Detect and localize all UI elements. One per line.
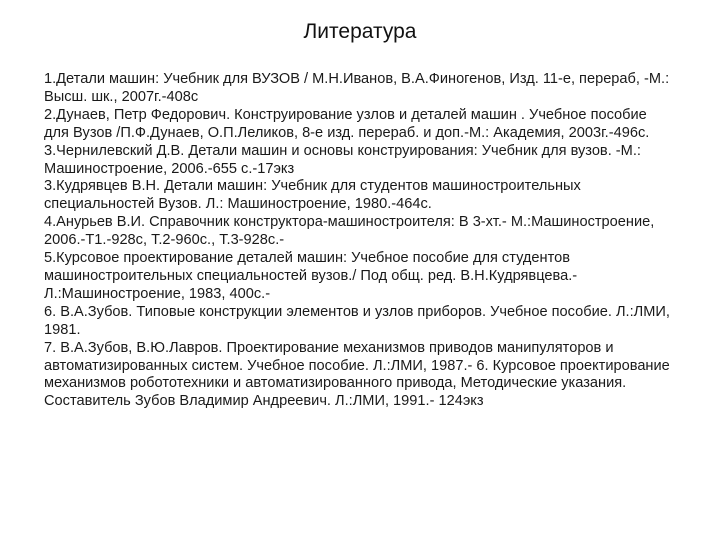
reference-item-8: 7. В.А.Зубов, В.Ю.Лавров. Проектирование механизмов приводов манипуляторов и автоматизированных систем. Учебное пособие. Л.:ЛМИ, 1987.- 6. Курсовое проектирование механизмов робототехники и автоматизированного привода, Методические указания. Составитель Зубов Владимир Андреевич. Л.:ЛМИ, 1991.- 124экз	[44, 339, 670, 410]
reference-item-7: 6. В.А.Зубов. Типовые конструкции элементов и узлов приборов. Учебное пособие. Л.:ЛМИ, 1981.	[44, 303, 670, 338]
reference-list	[44, 71, 674, 411]
reference-item-1: 1.Детали машин: Учебник для ВУЗОВ / М.Н.Иванов, В.А.Финогенов, Изд. 11-е, перераб, -М.: Высш. шк., 2007г.-408с	[44, 71, 670, 105]
reference-item-4: 3.Кудрявцев В.Н. Детали машин: Учебник для студентов машиностроительных специальностей Вузов. Л.: Машиностроение, 1980.-464с.	[44, 178, 581, 213]
reference-item-3: 3.Чернилевский Д.В. Детали машин и основы конструирования: Учебник для вузов. -М.: Машиностроение, 2006.-655 с.-17экз	[44, 142, 641, 177]
slide-title: Литература	[303, 20, 417, 43]
reference-item-6: 5.Курсовое проектирование деталей машин: Учебное пособие для студентов машиностроительных специальностей вузов./ Под общ. ред. В.Н.Кудрявцева.- Л.:Машиностроение, 1983, 400с.-	[44, 250, 578, 302]
reference-item-2: 2.Дунаев, Петр Федорович. Конструирование узлов и деталей машин . Учебное пособие для Вузов /П.Ф.Дунаев, О.П.Леликов, 8-е изд. перераб. и доп.-М.: Академия, 2003г.-496с.	[44, 106, 650, 141]
reference-item-5: 4.Анурьев В.И. Справочник конструктора-машиностроителя: В 3-хт.- М.:Машиностроение, 2006.-Т1.-928с, Т.2-960с., Т.3-928с.-	[44, 214, 655, 249]
